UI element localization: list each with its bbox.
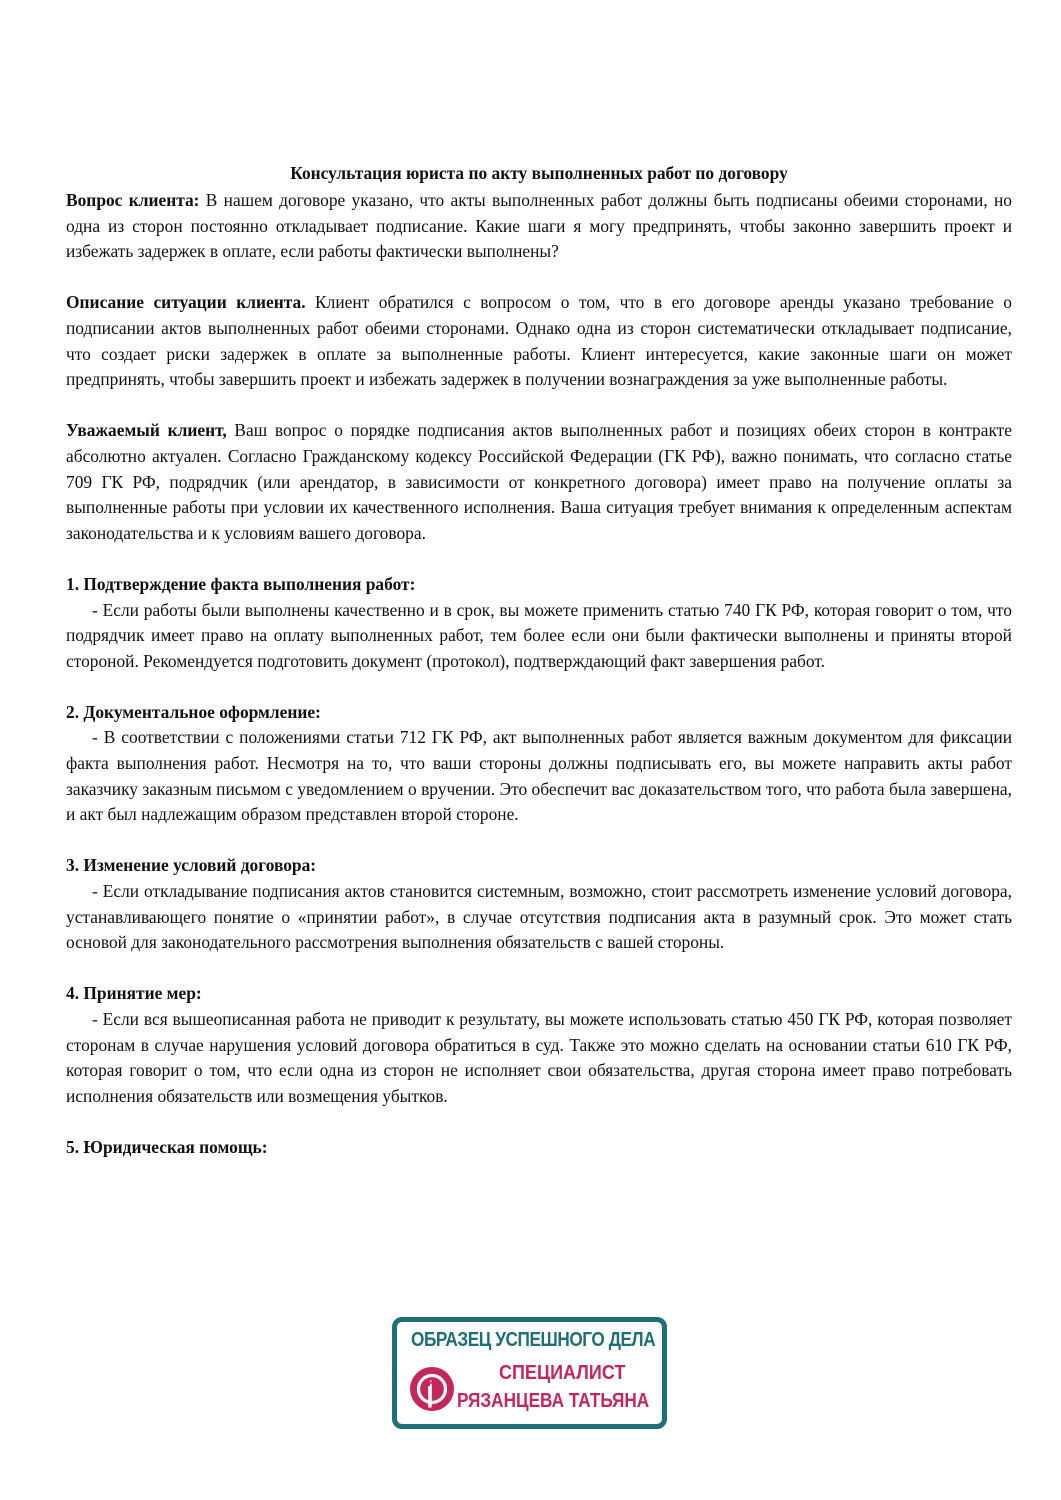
situation-text: Клиент обратился с вопросом о том, что в его договоре аренды указано требование о подписании актов выполненных работ обеими сторонами. Однако одна из сторон систематически откладывает подписание, что создает риски задержек в оплате за выполненные работы. Клиент интересуется, какие законные шаги он может предпринять, чтобы завершить проект и избежать задержек в получении вознаграждения за уже выполненные работы. <box>66 292 1012 390</box>
case-sample-stamp <box>392 1317 667 1429</box>
section-text-3: - Если откладывание подписания актов становится системным, возможно, стоит рассмотреть изменение условий договора, устанавливающего понятие о «принятии работ», в случае отсутствия подписания акта в разумный срок. Это может стать основой для законодательного рассмотрения выполнения обязательств с вашей стороны. <box>66 881 1012 953</box>
section-heading-1: 1. Подтверждение факта выполнения работ: <box>66 573 416 594</box>
answer-label: Уважаемый клиент, <box>66 420 227 441</box>
document-title: Консультация юриста по акту выполненных работ по договору <box>290 163 788 183</box>
section-heading-4: 4. Принятие мер: <box>66 983 202 1004</box>
question-label: Вопрос клиента: <box>66 190 200 210</box>
situation-label: Описание ситуации клиента. <box>66 292 306 313</box>
pinterest-icon <box>409 1366 455 1412</box>
answer-text: Ваш вопрос о порядке подписания актов выполненных работ и позициях обеих сторон в контракте абсолютно актуален. Согласно Гражданскому кодексу Российской Федерации (ГК РФ), важно понимать, что согласно статье 709 ГК РФ, подрядчик (или арендатор, в зависимости от конкретного договора) имеет право на получение оплаты за выполненные работы при условии их качественного исполнения. Ваша ситуация требует внимания к определенным аспектам законодательства и к условиям вашего договора. <box>66 420 1012 543</box>
document-page <box>66 160 1012 1161</box>
lawyer-answer <box>66 418 1012 546</box>
client-question <box>66 188 1012 265</box>
section-heading-3: 3. Изменение условий договора: <box>66 855 317 876</box>
section-heading-2: 2. Документальное оформление: <box>66 701 321 722</box>
stamp-line-3: РЯЗАНЦЕВА ТАТЬЯНА <box>457 1390 650 1412</box>
section-text-4: - Если вся вышеописанная работа не приводит к результату, вы можете использовать статью 450 ГК РФ, которая позволяет сторонам в случае нарушения условий договора обратиться в суд. Также это можно сделать на основании статьи 610 ГК РФ, которая говорит о том, что если одна из сторон не исполняет свои обязательства, другая сторона имеет право потребовать исполнения обязательств или возмещения убытков. <box>66 1009 1012 1106</box>
section-text-1: - Если работы были выполнены качественно и в срок, вы можете применить статью 740 ГК РФ, которая говорит о том, что подрядчик имеет право на оплату выполненных работ, тем более если они были фактически выполнены и приняты второй стороной. Рекомендуется подготовить документ (протокол), подтверждающий факт завершения работ. <box>66 599 1012 671</box>
stamp-line-1: ОБРАЗЕЦ УСПЕШНОГО ДЕЛА <box>411 1329 656 1351</box>
question-text: В нашем договоре указано, что акты выполненных работ должны быть подписаны обеими сторонами, но одна из сторон постоянно откладывает подписание. Какие шаги я могу предпринять, чтобы законно завершить проект и избежать задержек в оплате, если работы фактически выполнены? <box>66 190 1012 262</box>
section-text-2: - В соответствии с положениями статьи 712 ГК РФ, акт выполненных работ является важным документом для фиксации факта выполнения работ. Несмотря на то, что ваши стороны должны подписывать его, вы можете направить акты работ заказчику заказным письмом с уведомлением о вручении. Это обеспечит вас доказательством того, что работа была завершена, и акт был надлежащим образом представлен второй стороне. <box>66 727 1012 825</box>
situation-description <box>66 290 1012 392</box>
section-heading-5: 5. Юридическая помощь: <box>66 1136 268 1157</box>
stamp-line-2: СПЕЦИАЛИСТ <box>499 1362 626 1384</box>
